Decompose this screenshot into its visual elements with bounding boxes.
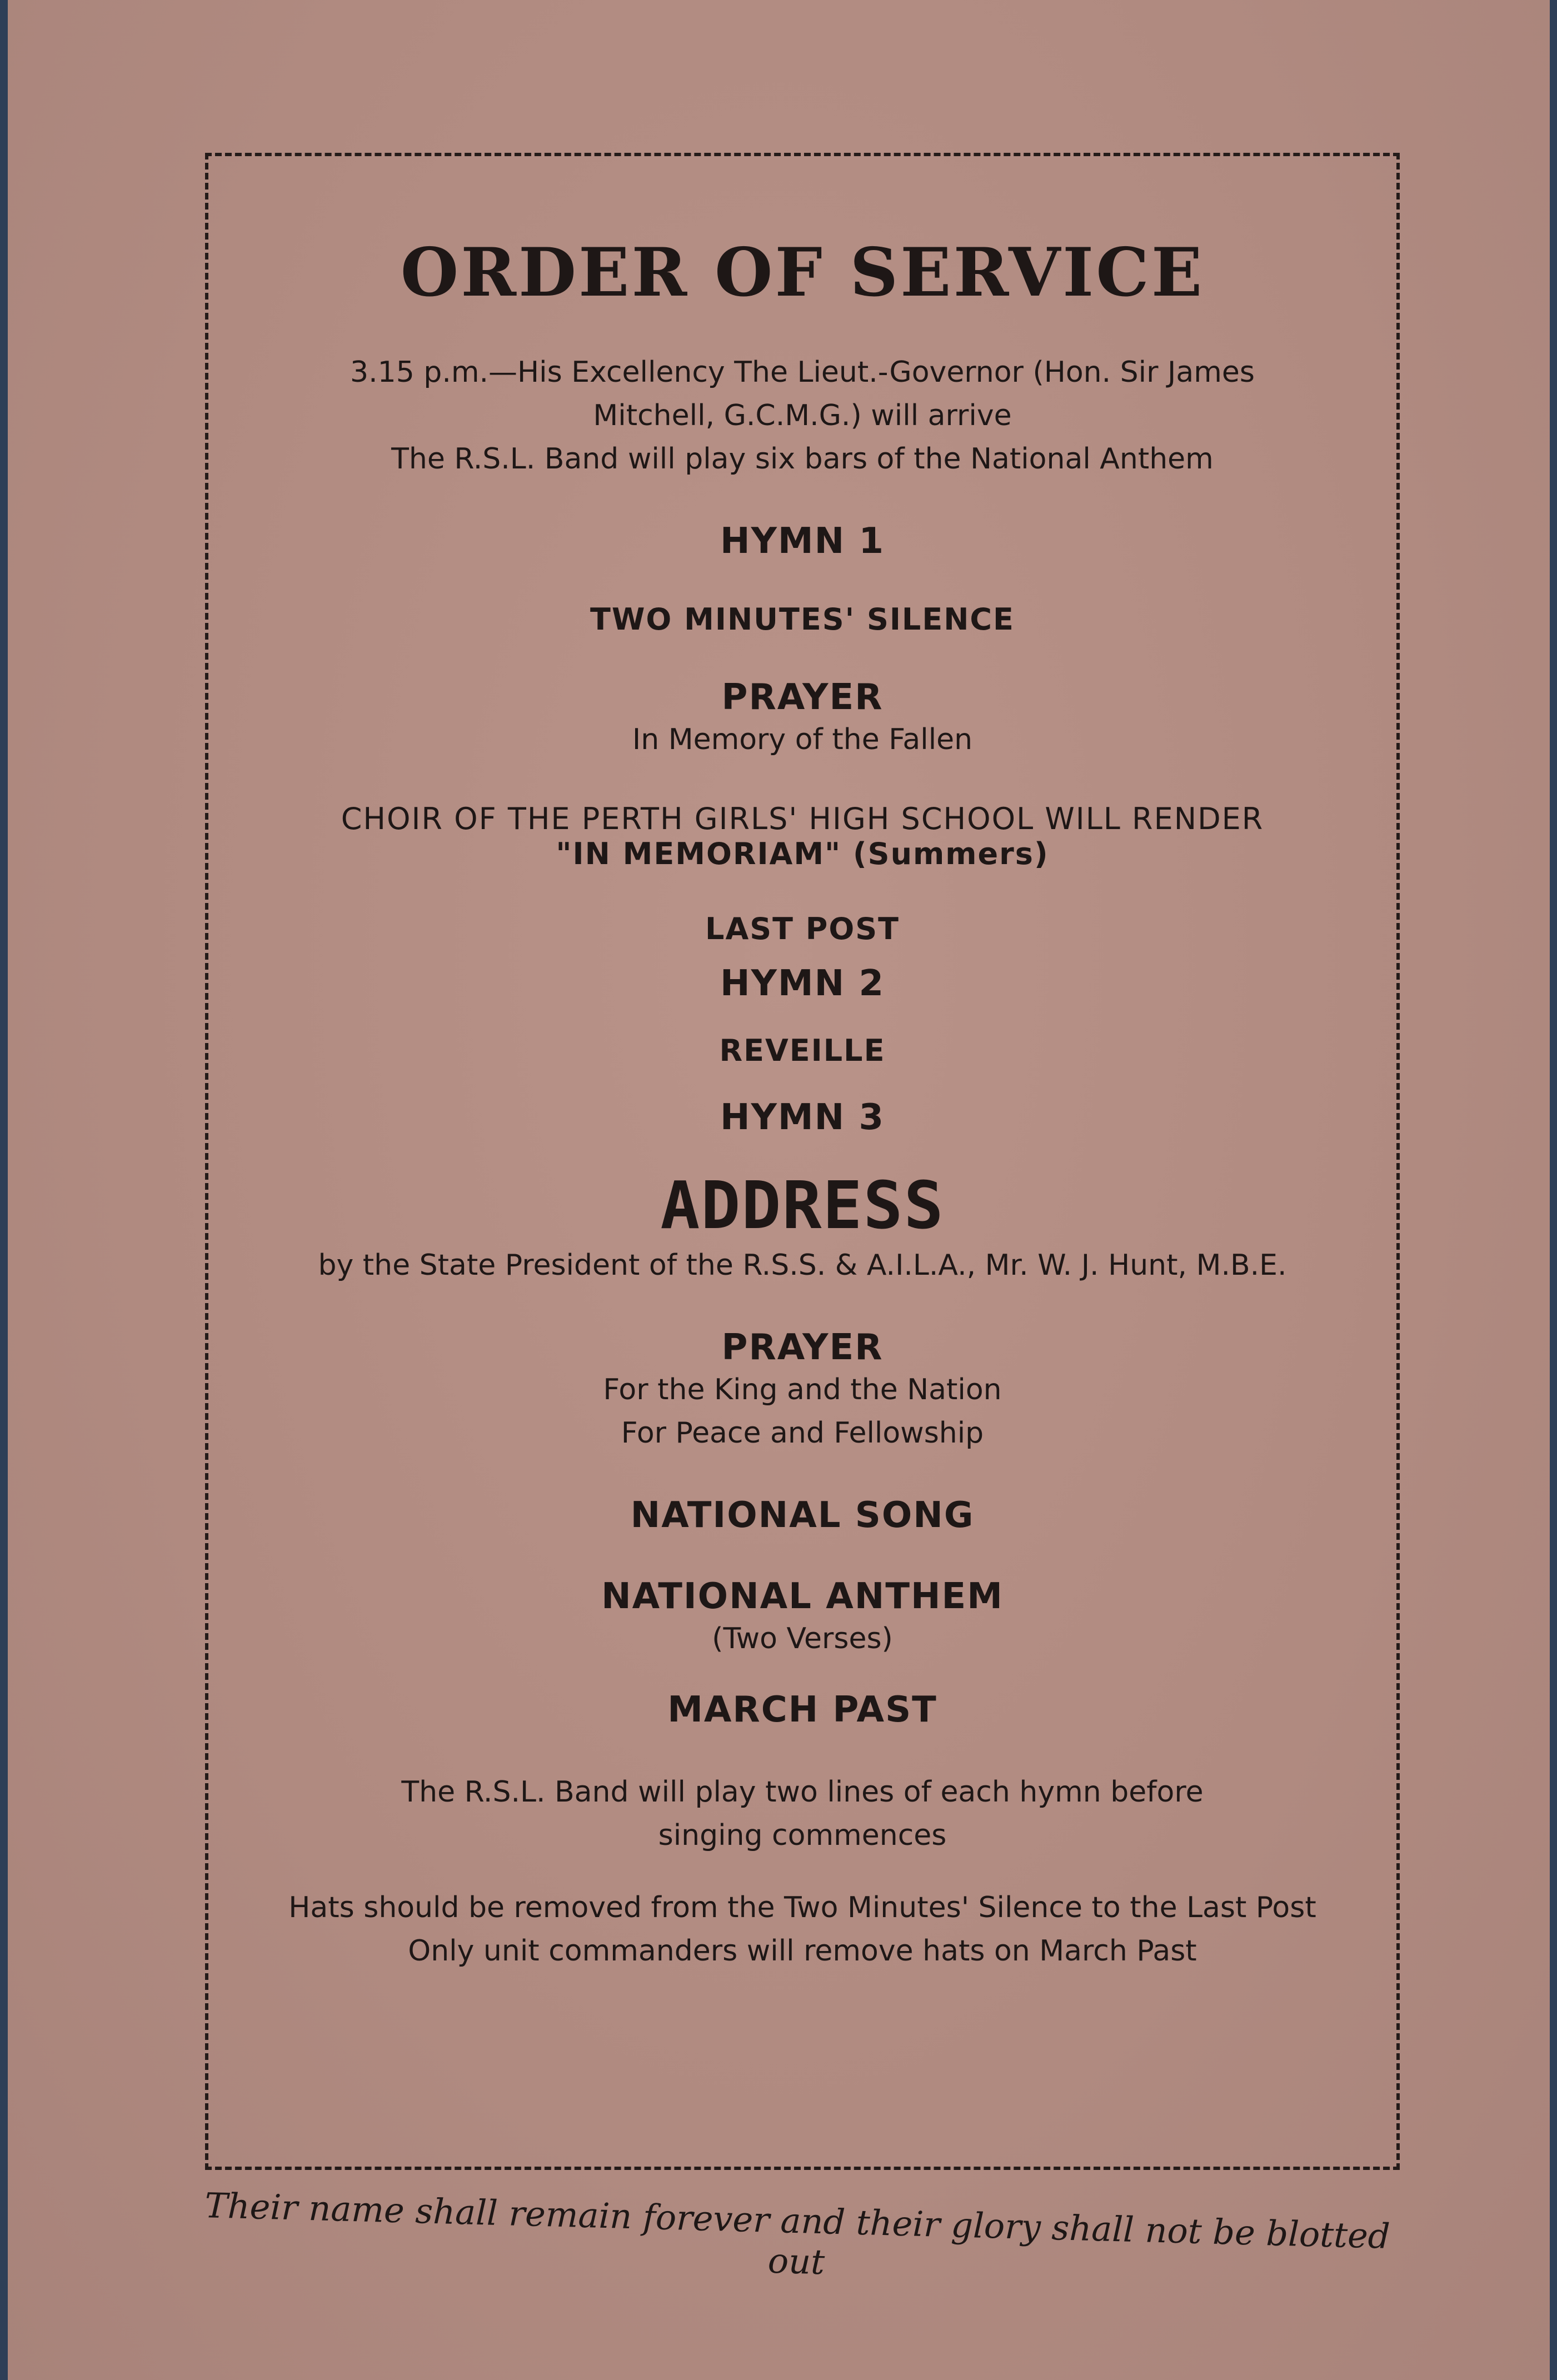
national-song-heading: NATIONAL SONG <box>630 1495 975 1536</box>
prayer-1-sub: In Memory of the Fallen <box>632 723 973 756</box>
prayer-2-heading: PRAYER <box>721 1327 884 1368</box>
march-past-heading: MARCH PAST <box>667 1689 937 1730</box>
choir-line-2: "IN MEMORIAM" (Summers) <box>556 836 1049 871</box>
hymn-2-heading: HYMN 2 <box>720 963 885 1004</box>
notes-line-4: Only unit commanders will remove hats on March Past <box>408 1934 1197 1968</box>
address-sub: by the State President of the R.S.S. & A.I.L.A., Mr. W. J. Hunt, M.B.E. <box>318 1249 1287 1282</box>
footer-quote: Their name shall remain forever and their glory shall not be blotted out <box>204 2185 1391 2283</box>
page-title: ORDER OF SERVICE <box>400 233 1205 312</box>
intro-line-3: The R.S.L. Band will play six bars of the National Anthem <box>391 442 1214 476</box>
service-content <box>219 233 1386 1973</box>
prayer-1-heading: PRAYER <box>721 677 884 718</box>
prayer-2-line-2: For Peace and Fellowship <box>621 1416 984 1450</box>
intro-line-2: Mitchell, G.C.M.G.) will arrive <box>593 399 1012 432</box>
notes-line-1: The R.S.L. Band will play two lines of each hymn before <box>401 1775 1204 1809</box>
reveille-heading: REVEILLE <box>719 1033 886 1068</box>
intro-line-1: 3.15 p.m.—His Excellency The Lieut.-Governor (Hon. Sir James <box>350 356 1255 389</box>
choir-line-1: CHOIR OF THE PERTH GIRLS' HIGH SCHOOL WILL RENDER <box>341 801 1264 836</box>
prayer-2-line-1: For the King and the Nation <box>603 1373 1002 1406</box>
last-post-heading: LAST POST <box>705 911 900 946</box>
hymn-1-heading: HYMN 1 <box>720 521 885 562</box>
notes-line-3: Hats should be removed from the Two Minutes' Silence to the Last Post <box>288 1891 1316 1924</box>
silence-heading: TWO MINUTES' SILENCE <box>590 602 1015 637</box>
address-heading: ADDRESS <box>660 1167 945 1244</box>
national-anthem-heading: NATIONAL ANTHEM <box>601 1576 1004 1617</box>
hymn-3-heading: HYMN 3 <box>720 1097 885 1138</box>
program-sheet <box>8 0 1550 2380</box>
notes-line-2: singing commences <box>658 1819 947 1852</box>
national-anthem-sub: (Two Verses) <box>712 1622 893 1655</box>
